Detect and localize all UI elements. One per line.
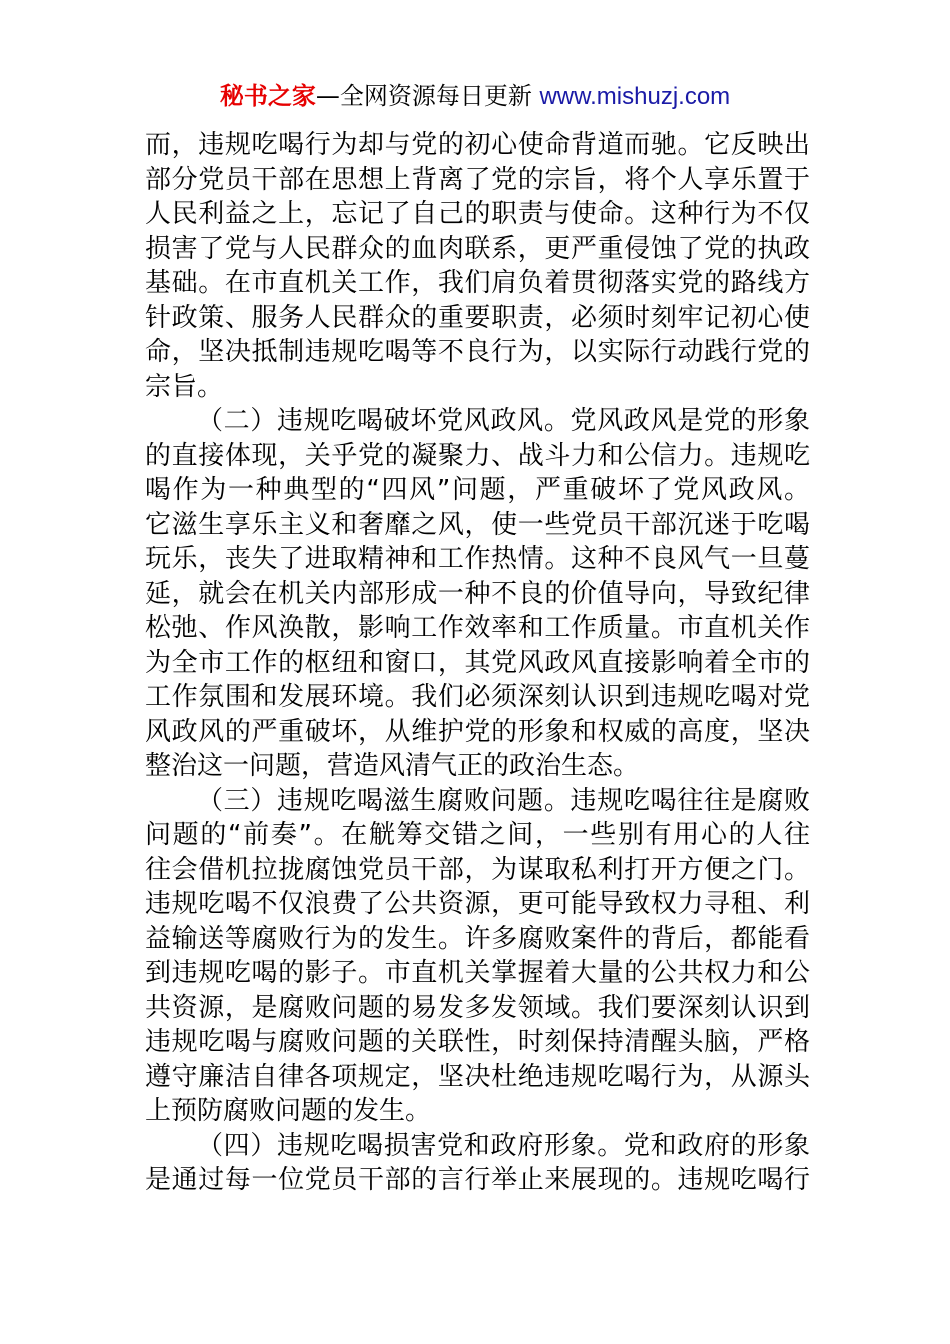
text-line: 风政风的严重破坏，从维护党的形象和权威的高度，坚决 bbox=[145, 716, 810, 747]
text-line: 是通过每一位党员干部的言行举止来展现的。违规吃喝行 bbox=[145, 1165, 810, 1195]
text-line: 它滋生享乐主义和奢靡之风，使一些党员干部沉迷于吃喝 bbox=[145, 509, 810, 540]
site-brand: 秘书之家 bbox=[219, 82, 316, 110]
text-line: 益输送等腐败行为的发生。许多腐败案件的背后，都能看 bbox=[145, 923, 810, 954]
text-line: 基础。在市直机关工作，我们肩负着贯彻落实党的路线方 bbox=[145, 268, 810, 298]
text-line: 的直接体现，关乎党的凝聚力、战斗力和公信力。违规吃 bbox=[145, 440, 810, 471]
text-line: 人民利益之上，忘记了自己的职责与使命。这种行为不仅 bbox=[145, 199, 810, 229]
section-heading-line: （四）违规吃喝损害党和政府形象。党和政府的形象 bbox=[197, 1130, 810, 1161]
text-line: 违规吃喝不仅浪费了公共资源，更可能导致权力寻租、利 bbox=[145, 889, 810, 919]
text-line: 为全市工作的枢纽和窗口，其党风政风直接影响着全市的 bbox=[145, 647, 810, 678]
text-line: 遵守廉洁自律各项规定，坚决杜绝违规吃喝行为，从源头 bbox=[145, 1061, 810, 1092]
text-line: 问题的“前奏”。在觥筹交错之间，一些别有用心的人往 bbox=[145, 820, 810, 850]
text-line: 工作氛围和发展环境。我们必须深刻认识到违规吃喝对党 bbox=[145, 682, 810, 712]
text-line: 喝作为一种典型的“四风”问题，严重破坏了党风政风。 bbox=[145, 475, 810, 505]
section-heading-line: （三）违规吃喝滋生腐败问题。违规吃喝往往是腐败 bbox=[197, 785, 810, 816]
text-line: 往会借机拉拢腐蚀党员干部，为谋取私利打开方便之门。 bbox=[145, 854, 810, 885]
section-heading-line: （二）违规吃喝破坏党风政风。党风政风是党的形象 bbox=[197, 406, 810, 436]
document-body bbox=[145, 128, 810, 1198]
text-line: 松弛、作风涣散，影响工作效率和工作质量。市直机关作 bbox=[145, 613, 810, 643]
text-line: 命，坚决抵制违规吃喝等不良行为，以实际行动践行党的 bbox=[145, 337, 810, 367]
site-header bbox=[0, 80, 950, 113]
text-line: 针政策、服务人民群众的重要职责，必须时刻牢记初心使 bbox=[145, 302, 810, 333]
text-line: 共资源，是腐败问题的易发多发领域。我们要深刻认识到 bbox=[145, 992, 810, 1023]
text-line: 而，违规吃喝行为却与党的初心使命背道而驰。它反映出 bbox=[145, 130, 810, 160]
text-line: 到违规吃喝的影子。市直机关掌握着大量的公共权力和公 bbox=[145, 958, 810, 988]
text-line: 玩乐，丧失了进取精神和工作热情。这种不良风气一旦蔓 bbox=[145, 544, 810, 574]
site-url-link[interactable]: www.mishuzj.com bbox=[539, 83, 731, 110]
text-line: 违规吃喝与腐败问题的关联性，时刻保持清醒头脑，严格 bbox=[145, 1027, 810, 1057]
text-line: 上预防腐败问题的发生。 bbox=[145, 1096, 432, 1126]
text-line: 延，就会在机关内部形成一种不良的价值导向，导致纪律 bbox=[145, 578, 810, 609]
text-line: 宗旨。 bbox=[145, 371, 224, 402]
site-tagline: —全网资源每日更新 bbox=[315, 82, 532, 110]
text-line: 损害了党与人民群众的血肉联系，更严重侵蚀了党的执政 bbox=[145, 233, 810, 264]
text-line: 整治这一问题，营造风清气正的政治生态。 bbox=[145, 751, 640, 781]
text-line: 部分党员干部在思想上背离了党的宗旨，将个人享乐置于 bbox=[145, 164, 810, 195]
